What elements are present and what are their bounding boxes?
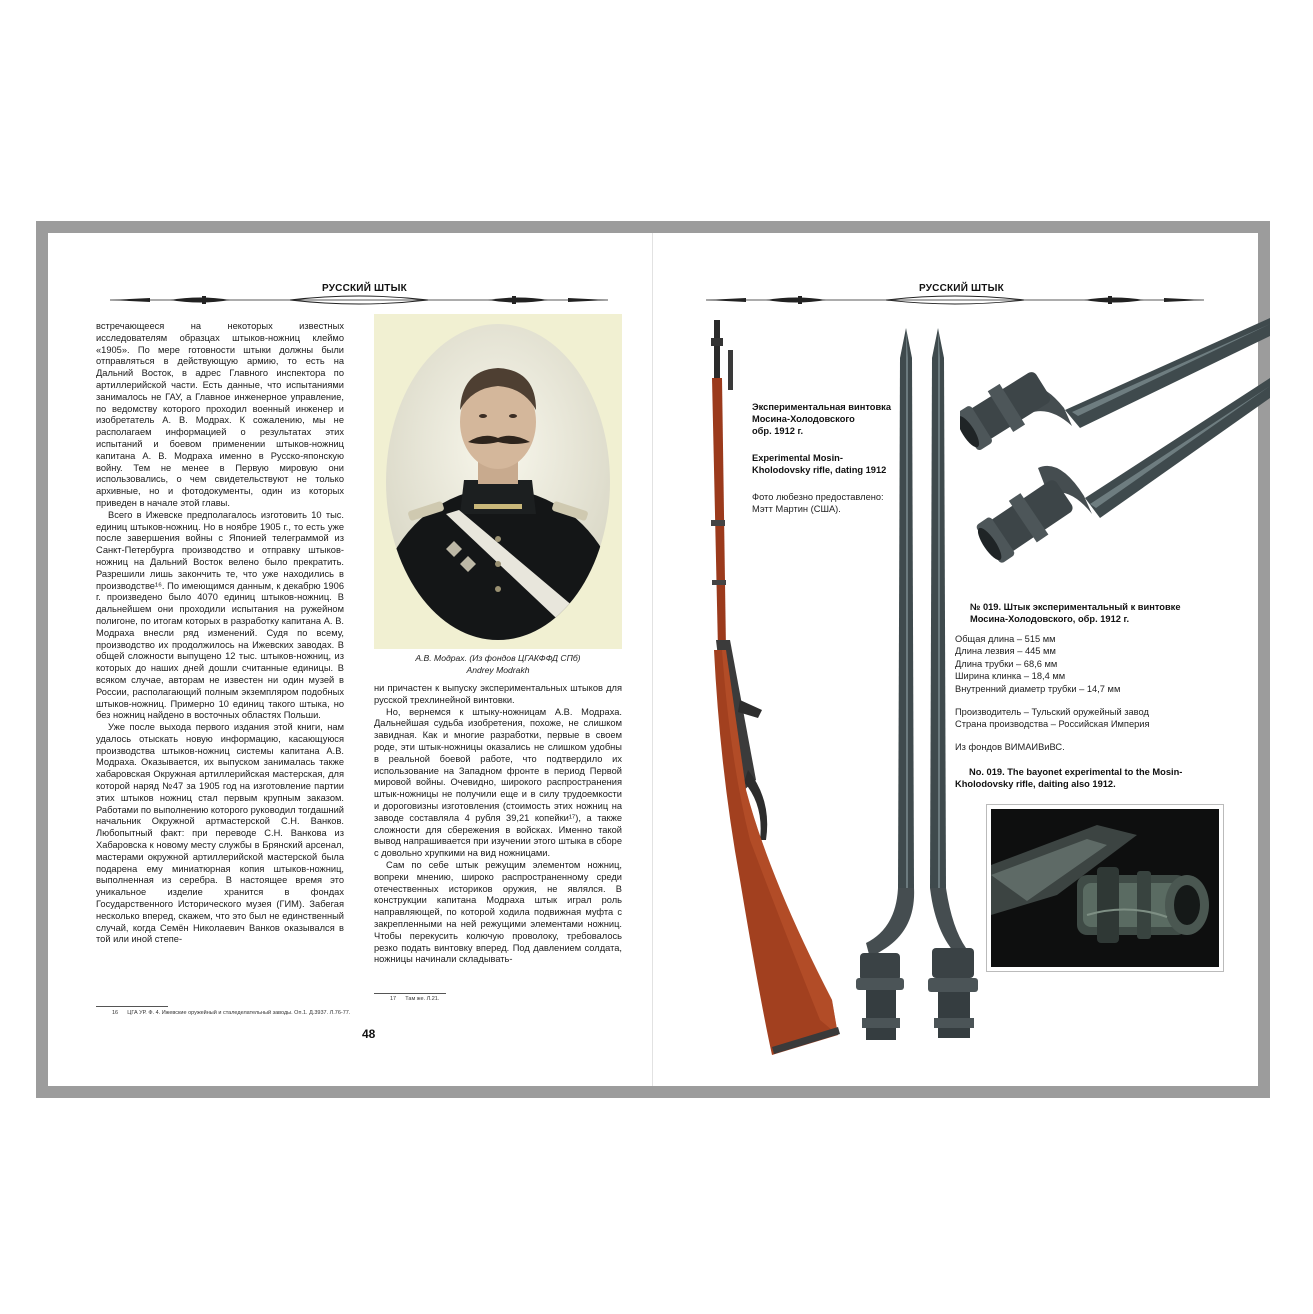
footnote-text: Там же. Л.21. — [405, 996, 440, 1002]
spec-item: Общая длина – 515 мм — [955, 634, 1056, 644]
manufacturer-info — [955, 706, 1150, 731]
footnote-16 — [112, 1010, 350, 1016]
rifle-title-ru — [752, 401, 891, 437]
socket-closeup-frame — [986, 804, 1224, 972]
rifle-title-en — [752, 452, 886, 476]
spec-item: Длина трубки – 68,6 мм — [955, 658, 1058, 669]
collection-info — [955, 741, 1065, 753]
portrait-caption — [374, 652, 622, 676]
item-title-en-line: Kholodovsky rifle, daiting also 1912. — [955, 779, 1116, 789]
photo-credit — [752, 491, 884, 515]
paragraph: Всего в Ижевске предполагалось изготовить 10 тыс. единиц штыков-ножниц. Но в ноябре 1905 г., то есть уже после завершения войны с Японией телеграммой из Санкт-Петербурга производство и отправку штыков-ножниц на Дальний Восток велено было прекратить. Разрешили лишь закончить те, что уже находились в производстве¹⁶. По имеющимся данным, к декабрю 1906 г. произведено было 4070 единиц штыков-ножниц. В дальнейшем они проходили испытания на ружейном полигоне, по итогам которых в разработку капитана А. В. Модраха внесли ряд изменений. Судя по всему, производство их продолжилось на Ижевских заводах. В общей сложности выпущено 12 тыс. штыков-ножниц, из которых до наших дней дошли считанные единицы. В всяком случае, авторам не известен ни один музей в России, располагающий полным экземпляром подобных штыков-ножниц. Примерно 10 единиц такого штыка, но без ножниц найдено в восточных областях Польши. — [96, 509, 344, 721]
paragraph: Но, вернемся к штыку-ножницам А.В. Модраха. Дальнейшая судьба изобретения, похоже, не слишком завидная. Как и многие разработки, первые в своем роде, эти штык-ножницы оказались не слишком удобны в реальной боевой работе, что подтвердило их использование на Западном фронте в период Первой мировой войны. Очевидно, широкого распространения штык-ножницы не получили еще и в силу трудоемкости и дороговизны изготовления (стоимость этих ножниц на заводе составляла 4 рубля 39,21 копейки¹⁷), а также сложности для сбережения в войсках. Именно такой вывод напрашивается при изучении этого штыка в сборе с довольно хрупкими на вид ножницами. — [374, 706, 622, 859]
paragraph: встречающееся на некоторых известных исследователям образцах штыков-ножниц клеймо «1905». По мере готовности штыки должны были отправляться в действующую армию, то есть на Дальний Восток, в адрес Главного инспектора по артиллерийской части. Есть данные, что испытаниями занималось не ГАУ, а Главное инженерное управление, по ведомству которого проходил военный инженер и изобретатель А. В. Модрах. К сожалению, мы не располагаем информацией о результатах этих испытаний и боевом применении штыков-ножниц капитана А. В. Модраха именно в Русско-японскую войну. Тем не менее в Первую мировую они использовались, о чем свидетельствуют не только архивные, но и фотодокументы, один из которых приведен в начале этой главы. — [96, 321, 344, 508]
running-head-left: РУССКИЙ ШТЫК — [322, 283, 407, 294]
bayonets-diagonal-photo — [960, 318, 1270, 588]
header-ornament-right — [706, 293, 1204, 307]
paragraph: Сам по себе штык режущим элементом ножниц, вопреки мнению, широко распространенному среди отечественных историков оружия, не являлся. В конструкции капитана Модраха штык играл роль направляющей, по которой ходила подвижная муфта с закрепленными на ней режущими элементами ножниц. Чтобы перекусить колючую проволоку, требовалось резко подать винтовку вперед. Под давлением солдата, ножницы начинали складывать- — [374, 859, 622, 965]
rifle-title-ru-line: Мосина-Холодовского — [752, 414, 855, 424]
country: Страна производства – Российская Империя — [955, 719, 1150, 730]
item-title-ru — [970, 601, 1181, 625]
right-column-text — [374, 683, 622, 966]
footnote-text: ЦГА УР. Ф. 4. Ижевские оружейный и сталеделательный заводы. Оп.1. Д.3937. Л.76-77. — [127, 1010, 351, 1016]
rifle-title-ru-line: обр. 1912 г. — [752, 426, 804, 436]
specs-list — [955, 633, 1120, 695]
page-number: 48 — [362, 1027, 376, 1041]
item-title-en — [955, 766, 1232, 790]
footnote-number: 17 — [390, 996, 397, 1002]
portrait-photo — [374, 314, 622, 649]
spec-item: Внутренний диаметр трубки – 14,7 мм — [955, 683, 1121, 694]
rifle-title-ru-line: Экспериментальная винтовка — [752, 402, 891, 412]
item-title-ru-line: Мосина-Холодовского, обр. 1912 г. — [970, 614, 1130, 624]
spec-item: Ширина клинка – 18,4 мм — [955, 671, 1066, 682]
gutter — [652, 233, 653, 1086]
footnote-rule-right — [374, 993, 446, 994]
left-column-text — [96, 321, 344, 946]
socket-closeup-photo — [987, 805, 1223, 971]
footnote-17 — [390, 996, 439, 1002]
paragraph: Уже после выхода первого издания этой книги, нам удалось отыскать новую информацию, касающуюся производства штыков-ножниц системы капитана А.В. Модраха. Оказывается, их выпуском занималась также хабаровская Окружная артиллерийская мастерская, для которой наряд №47 за 1905 год на изготовление партии этих штыков ножниц стал первым крупным заказом. Работами по выполнению которого руководил тогдашний начальник Окружной артмастерской С.Н. Ванков. Любопытный факт: при переводе С.Н. Ванкова из Хабаровска к новому месту службы в Брянский арсенал, мастерами окружной артиллерийской мастерской была подарена ему миниатюрная копия штыков-ножниц, выполненная из серебра. В настоящее время это уникальное изделие хранится в фондах Государственного Исторического музея (ГИМ). Забегая несколько вперед, скажем, что это был не единственный случай, когда Семён Николаевич Ванков оказывался в той или иной степе- — [96, 722, 344, 945]
photo-credit-line: Фото любезно предоставлено: — [752, 492, 884, 502]
rifle-title-en-line: Experimental Mosin- — [752, 453, 843, 463]
item-title-en-line: No. 019. The bayonet experimental to the Mosin- — [969, 767, 1183, 777]
rifle-title-en-line: Kholodovsky rifle, dating 1912 — [752, 465, 887, 475]
manufacturer: Производитель – Тульский оружейный завод — [955, 707, 1149, 717]
paragraph: ни причастен к выпуску экспериментальных штыков для русской трехлинейной винтовки. — [374, 683, 622, 705]
header-ornament-left — [110, 293, 608, 307]
footnote-number: 16 — [112, 1010, 119, 1016]
portrait-caption-ru: А.В. Модрах. (Из фондов ЦГАКФФД СПб) — [415, 653, 581, 663]
item-title-ru-line: № 019. Штык экспериментальный к винтовке — [970, 602, 1181, 612]
running-head-right: РУССКИЙ ШТЫК — [919, 283, 1004, 294]
spec-item: Длина лезвия – 445 мм — [955, 646, 1056, 657]
footnote-rule-left — [96, 1006, 168, 1007]
collection: Из фондов ВИМАИВиВС. — [955, 742, 1065, 752]
photo-credit-line: Мэтт Мартин (США). — [752, 504, 841, 514]
portrait-photo-frame — [374, 314, 622, 649]
portrait-caption-en: Andrey Modrakh — [466, 665, 530, 675]
